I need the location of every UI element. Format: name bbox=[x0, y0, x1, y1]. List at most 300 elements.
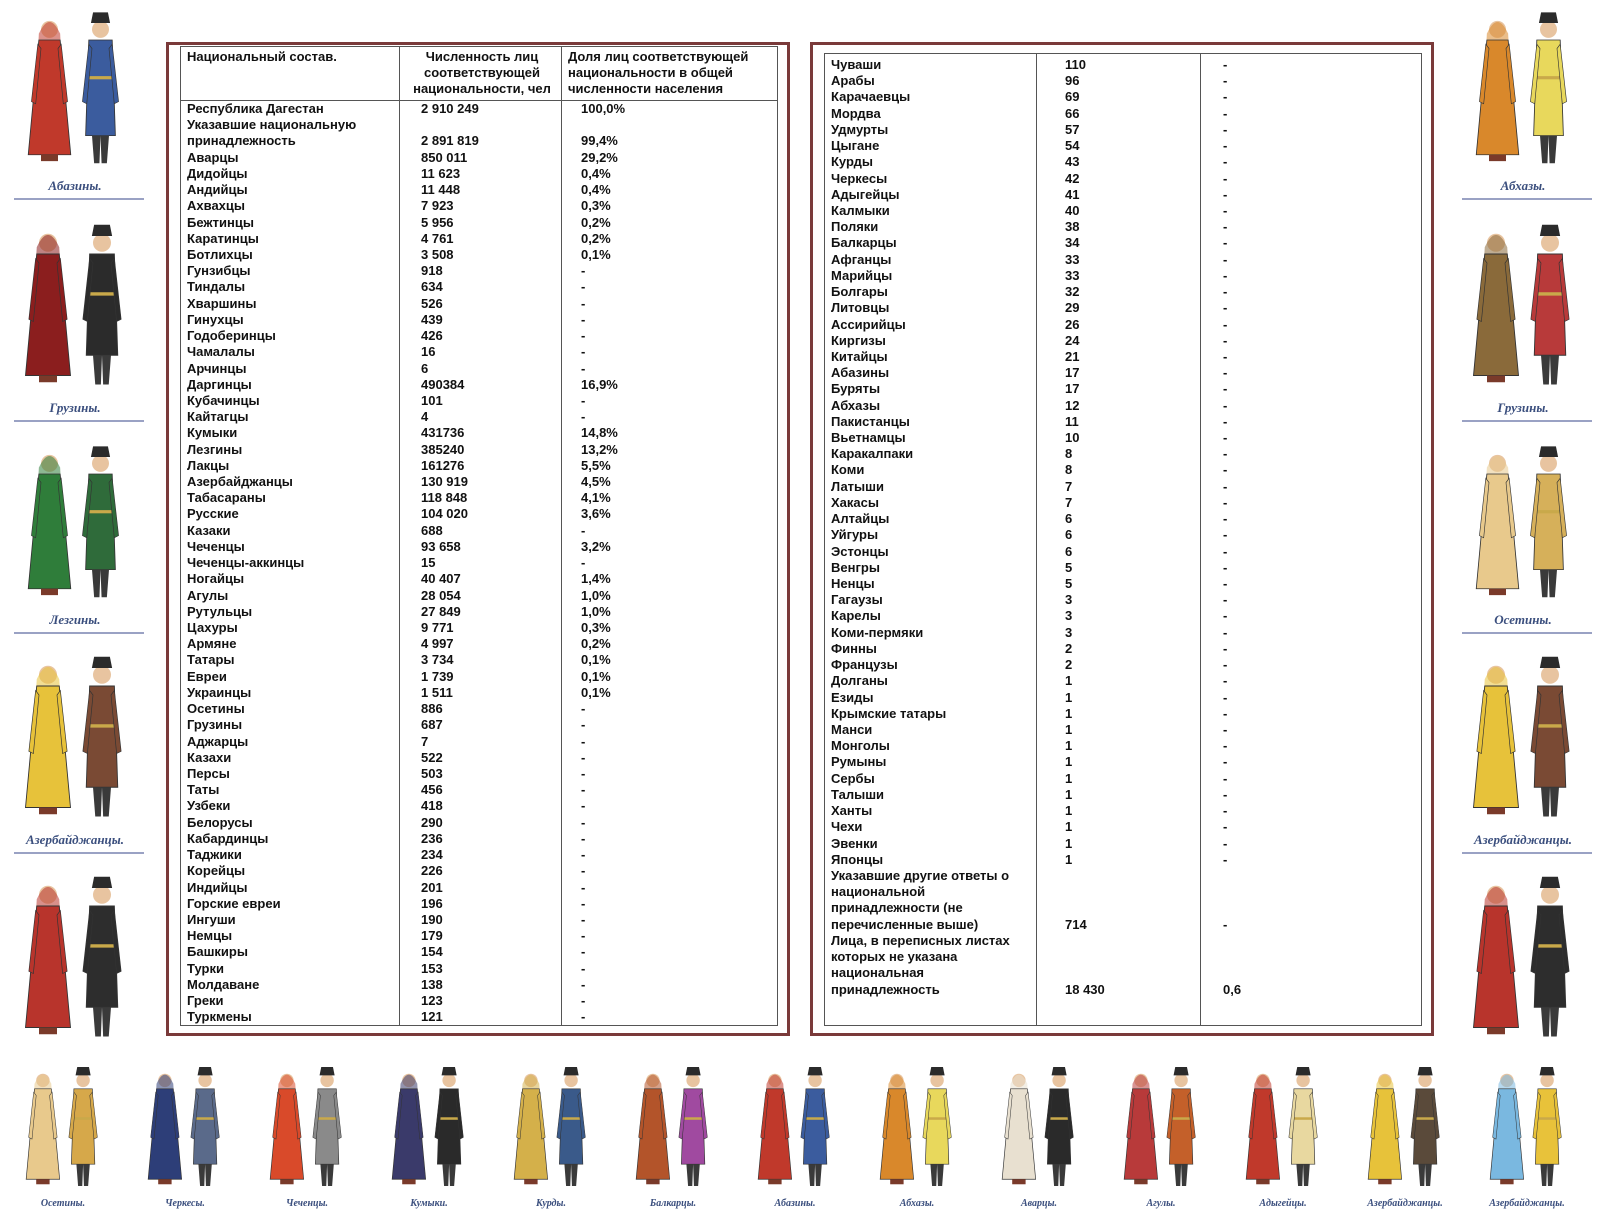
nationality-name: Кубачинцы bbox=[187, 392, 260, 408]
nationality-name: Монголы bbox=[831, 738, 890, 754]
nationality-name: Даргинцы bbox=[187, 376, 252, 392]
population-count: 26 bbox=[1065, 316, 1080, 332]
population-count: 7 923 bbox=[421, 198, 454, 214]
population-count: 17 bbox=[1065, 365, 1080, 381]
population-share: - bbox=[1223, 284, 1228, 300]
nationality-name: Чуваши bbox=[831, 57, 882, 72]
table-row bbox=[181, 361, 777, 377]
population-share: - bbox=[1223, 381, 1228, 397]
costume-caption: Агулы. bbox=[1146, 1198, 1176, 1209]
nationality-name: Чеченцы-аккинцы bbox=[187, 555, 305, 571]
table-row bbox=[181, 231, 777, 247]
divider bbox=[1462, 632, 1592, 634]
population-count: 8 bbox=[1065, 462, 1073, 478]
nationality-name: Адыгейцы bbox=[831, 186, 900, 202]
population-share: - bbox=[581, 944, 586, 960]
nationality-name: Башкиры bbox=[187, 944, 248, 960]
right-census-table bbox=[824, 53, 1422, 1026]
nationality-name: Таджики bbox=[187, 847, 242, 863]
table-row bbox=[181, 425, 777, 441]
table-row bbox=[825, 268, 1421, 284]
costume-caption: Грузины. bbox=[1497, 400, 1549, 415]
population-count: 6 bbox=[1065, 543, 1073, 559]
nationality-name: Цыгане bbox=[831, 138, 880, 154]
population-count: 9 771 bbox=[421, 620, 454, 635]
nationality-name: Балкарцы bbox=[831, 235, 897, 251]
costume-caption: Абазины. bbox=[774, 1198, 816, 1209]
population-count: 236 bbox=[421, 830, 443, 846]
population-share: - bbox=[1223, 202, 1228, 218]
population-share: - bbox=[1223, 608, 1228, 624]
nationality-name: Афганцы bbox=[831, 251, 892, 267]
nationality-name: Лезгины bbox=[187, 441, 243, 457]
left-table-body bbox=[181, 101, 777, 1025]
nationality-name: Манси bbox=[831, 721, 873, 737]
nationality-name: Крымские татары bbox=[831, 705, 947, 721]
population-count: 8 bbox=[1065, 446, 1073, 462]
nationality-name: Киргизы bbox=[831, 332, 886, 348]
population-count: 96 bbox=[1065, 73, 1080, 89]
nationality-name: Сербы bbox=[831, 770, 875, 786]
costume-illustration bbox=[492, 1062, 610, 1219]
table-row bbox=[181, 977, 777, 993]
table-row bbox=[825, 576, 1421, 592]
nationality-name: Чеченцы bbox=[187, 538, 245, 554]
table-row bbox=[825, 592, 1421, 608]
population-count: 226 bbox=[421, 863, 443, 879]
population-count: 3 bbox=[1065, 624, 1073, 640]
table-row bbox=[825, 414, 1421, 430]
population-share: - bbox=[581, 960, 586, 976]
population-share: - bbox=[1223, 916, 1228, 932]
population-count: 11 bbox=[1065, 413, 1079, 429]
population-share: - bbox=[1223, 57, 1228, 72]
nationality-name: Годоберинцы bbox=[187, 328, 276, 344]
divider bbox=[14, 198, 144, 200]
population-count: 634 bbox=[421, 279, 443, 295]
population-share: - bbox=[1223, 121, 1228, 137]
nationality-name: Ассирийцы bbox=[831, 316, 906, 332]
population-count: 1 bbox=[1065, 770, 1073, 786]
table-row bbox=[181, 1009, 777, 1025]
population-count: 41 bbox=[1065, 186, 1080, 202]
population-share: 100,0% bbox=[581, 101, 626, 116]
nationality-name: Ненцы bbox=[831, 576, 875, 591]
population-share: - bbox=[1223, 413, 1228, 429]
table-row bbox=[181, 490, 777, 506]
nationality-name: Ботлихцы bbox=[187, 246, 253, 262]
table-row bbox=[181, 198, 777, 214]
population-share: - bbox=[581, 976, 586, 992]
right-table-body bbox=[825, 57, 1421, 998]
population-share: - bbox=[581, 733, 586, 749]
nationality-name: Указавшие другие ответы о национальной принадлежности (не перечисленные выше) bbox=[831, 867, 1010, 932]
population-count: 179 bbox=[421, 928, 443, 944]
population-count: 714 bbox=[1065, 916, 1087, 932]
population-share: 3,2% bbox=[581, 538, 611, 554]
population-share: - bbox=[581, 701, 586, 717]
nationality-name: Гунзибцы bbox=[187, 263, 251, 279]
population-count: 130 919 bbox=[421, 474, 468, 490]
population-share: - bbox=[581, 392, 586, 408]
divider bbox=[14, 852, 144, 854]
table-row bbox=[181, 101, 777, 117]
population-count: 153 bbox=[421, 960, 443, 976]
population-share: - bbox=[581, 311, 586, 327]
population-count: 385240 bbox=[421, 441, 465, 457]
table-row bbox=[825, 803, 1421, 819]
table-row bbox=[825, 819, 1421, 835]
divider bbox=[1462, 198, 1592, 200]
costume-caption: Грузины. bbox=[49, 400, 101, 415]
population-share: - bbox=[581, 928, 586, 944]
nationality-name: Талыши bbox=[831, 786, 885, 802]
population-count: 850 011 bbox=[421, 149, 468, 165]
costume-illustration bbox=[1468, 1062, 1586, 1219]
nationality-name: Латыши bbox=[831, 478, 884, 494]
table-row bbox=[181, 312, 777, 328]
population-share: - bbox=[1223, 300, 1228, 316]
population-share: 0,4% bbox=[581, 182, 611, 198]
population-count: 161276 bbox=[421, 457, 465, 473]
table-row bbox=[825, 641, 1421, 657]
table-row bbox=[181, 831, 777, 847]
table-row bbox=[825, 284, 1421, 300]
nationality-name: Ахвахцы bbox=[187, 198, 245, 214]
population-count: 234 bbox=[421, 847, 443, 863]
population-count: 526 bbox=[421, 295, 443, 311]
population-count: 3 bbox=[1065, 592, 1073, 608]
population-share: 16,9% bbox=[581, 376, 618, 392]
table-row bbox=[181, 328, 777, 344]
divider bbox=[14, 420, 144, 422]
nationality-name: Гинухцы bbox=[187, 311, 244, 327]
population-share: - bbox=[1223, 251, 1228, 267]
table-row bbox=[825, 560, 1421, 576]
table-row bbox=[825, 608, 1421, 624]
population-share: - bbox=[581, 765, 586, 781]
population-count: 4 761 bbox=[421, 230, 454, 246]
population-share: - bbox=[1223, 348, 1228, 364]
costume-illustration bbox=[1224, 1062, 1342, 1219]
population-count: 1 bbox=[1065, 851, 1073, 867]
table-row bbox=[181, 782, 777, 798]
population-share: - bbox=[1223, 478, 1228, 494]
nationality-name: Индийцы bbox=[187, 879, 248, 895]
population-share: - bbox=[581, 814, 586, 830]
population-count: 54 bbox=[1065, 138, 1080, 154]
population-share: - bbox=[581, 847, 586, 863]
population-count: 43 bbox=[1065, 154, 1080, 170]
table-row bbox=[825, 933, 1421, 998]
population-share: 0,1% bbox=[581, 668, 611, 684]
population-share: - bbox=[1223, 235, 1228, 251]
population-count: 57 bbox=[1065, 121, 1080, 137]
header-share: Доля лиц соответствующей национальности в общей численности населения bbox=[568, 49, 749, 96]
divider bbox=[1462, 420, 1592, 422]
left-figure-column bbox=[0, 0, 150, 1060]
population-share: - bbox=[581, 555, 586, 571]
table-row bbox=[181, 652, 777, 668]
population-count: 687 bbox=[421, 717, 443, 733]
population-share: - bbox=[1223, 170, 1228, 186]
population-share: 1,0% bbox=[581, 603, 611, 619]
costume-illustration bbox=[0, 440, 150, 610]
population-count: 7 bbox=[1065, 478, 1073, 494]
population-share: 0,3% bbox=[581, 620, 611, 635]
nationality-name: Уйгуры bbox=[831, 527, 879, 543]
costume-caption: Кумыки. bbox=[410, 1198, 448, 1209]
table-row bbox=[181, 912, 777, 928]
population-count: 2 891 819 bbox=[421, 133, 479, 149]
population-count: 69 bbox=[1065, 89, 1080, 105]
population-count: 1 bbox=[1065, 819, 1073, 835]
population-share: - bbox=[1223, 640, 1228, 656]
costume-caption: Лезгины. bbox=[49, 612, 101, 627]
table-row bbox=[825, 527, 1421, 543]
nationality-name: Гагаузы bbox=[831, 592, 883, 608]
nationality-name: Долганы bbox=[831, 673, 888, 689]
population-share: - bbox=[581, 522, 586, 538]
population-share: - bbox=[581, 360, 586, 376]
table-row bbox=[825, 57, 1421, 73]
nationality-name: Рутульцы bbox=[187, 603, 253, 619]
table-row bbox=[825, 252, 1421, 268]
nationality-name: Табасараны bbox=[187, 490, 266, 506]
table-row bbox=[825, 154, 1421, 170]
left-table-panel bbox=[166, 42, 790, 1036]
divider bbox=[1462, 852, 1592, 854]
population-share: 29,2% bbox=[581, 149, 618, 165]
nationality-name: Украинцы bbox=[187, 684, 252, 700]
table-row bbox=[825, 690, 1421, 706]
table-row bbox=[825, 787, 1421, 803]
population-share: - bbox=[1223, 462, 1228, 478]
costume-illustration bbox=[1448, 650, 1598, 830]
costume-illustration bbox=[614, 1062, 732, 1219]
table-row bbox=[181, 506, 777, 522]
population-count: 418 bbox=[421, 798, 443, 814]
nationality-name: Японцы bbox=[831, 851, 884, 867]
population-share: - bbox=[1223, 786, 1228, 802]
population-share: - bbox=[581, 409, 586, 425]
table-row bbox=[181, 750, 777, 766]
population-count: 24 bbox=[1065, 332, 1080, 348]
nationality-name: Буряты bbox=[831, 381, 881, 397]
population-count: 4 bbox=[421, 409, 429, 425]
nationality-name: Русские bbox=[187, 506, 239, 522]
population-share: 0,2% bbox=[581, 636, 611, 652]
population-count: 1 bbox=[1065, 835, 1073, 851]
population-share: - bbox=[581, 717, 586, 733]
population-count: 154 bbox=[421, 944, 443, 960]
population-share: - bbox=[1223, 689, 1228, 705]
nationality-name: Удмурты bbox=[831, 121, 889, 137]
table-row bbox=[181, 539, 777, 555]
population-count: 1 511 bbox=[421, 684, 453, 700]
costume-illustration bbox=[0, 218, 150, 398]
nationality-name: Казахи bbox=[187, 749, 232, 765]
nationality-name: Алтайцы bbox=[831, 511, 890, 527]
population-share: - bbox=[1223, 738, 1228, 754]
nationality-name: Чехи bbox=[831, 819, 863, 835]
nationality-name: Абазины bbox=[831, 365, 890, 381]
population-share: - bbox=[581, 830, 586, 846]
population-share: 0,1% bbox=[581, 684, 611, 700]
table-row bbox=[181, 523, 777, 539]
nationality-name: Коми-пермяки bbox=[831, 624, 924, 640]
population-count: 11 623 bbox=[421, 165, 461, 181]
table-row bbox=[181, 701, 777, 717]
table-row bbox=[181, 928, 777, 944]
nationality-name: Румыны bbox=[831, 754, 887, 770]
table-row bbox=[825, 852, 1421, 868]
population-count: 5 956 bbox=[421, 214, 454, 230]
table-row bbox=[181, 993, 777, 1009]
table-row bbox=[181, 798, 777, 814]
costume-illustration bbox=[980, 1062, 1098, 1219]
population-share: - bbox=[581, 328, 586, 344]
table-row bbox=[181, 571, 777, 587]
population-count: 123 bbox=[421, 993, 443, 1009]
table-row bbox=[825, 722, 1421, 738]
table-row bbox=[181, 620, 777, 636]
nationality-name: Каратинцы bbox=[187, 230, 259, 246]
population-count: 3 734 bbox=[421, 652, 454, 668]
population-count: 10 bbox=[1065, 430, 1080, 446]
population-count: 40 407 bbox=[421, 571, 461, 587]
costume-illustration bbox=[1346, 1062, 1464, 1219]
costume-illustration bbox=[0, 650, 150, 830]
population-share: 13,2% bbox=[581, 441, 618, 457]
population-count: 118 848 bbox=[421, 490, 468, 506]
costume-illustration bbox=[736, 1062, 854, 1219]
costume-illustration bbox=[0, 870, 150, 1050]
population-share: - bbox=[1223, 73, 1228, 89]
divider bbox=[14, 632, 144, 634]
table-row bbox=[181, 279, 777, 295]
population-share: - bbox=[581, 279, 586, 295]
nationality-name: Греки bbox=[187, 993, 224, 1009]
costume-caption: Азербайджанцы. bbox=[25, 832, 125, 847]
nationality-name: Цахуры bbox=[187, 620, 238, 635]
nationality-name: Венгры bbox=[831, 559, 880, 575]
population-share: 0,1% bbox=[581, 652, 611, 668]
population-count: 42 bbox=[1065, 170, 1080, 186]
nationality-name: Кумыки bbox=[187, 425, 238, 441]
population-share: - bbox=[1223, 89, 1228, 105]
costume-caption: Азербайджанцы. bbox=[1367, 1198, 1443, 1209]
table-row bbox=[825, 868, 1421, 933]
nationality-name: Немцы bbox=[187, 928, 233, 944]
nationality-name: Финны bbox=[831, 640, 877, 656]
table-row bbox=[825, 235, 1421, 251]
table-row bbox=[825, 544, 1421, 560]
table-row bbox=[825, 349, 1421, 365]
population-count: 1 bbox=[1065, 754, 1073, 770]
nationality-name: Эвенки bbox=[831, 835, 878, 851]
costume-illustration bbox=[1448, 440, 1598, 610]
population-share: - bbox=[1223, 219, 1228, 235]
population-share: - bbox=[581, 782, 586, 798]
population-share: - bbox=[1223, 770, 1228, 786]
population-share: - bbox=[1223, 446, 1228, 462]
population-count: 32 bbox=[1065, 284, 1080, 300]
table-row bbox=[825, 171, 1421, 187]
nationality-name: Евреи bbox=[187, 668, 227, 684]
population-share: 0,2% bbox=[581, 214, 611, 230]
table-row bbox=[181, 344, 777, 360]
table-row bbox=[825, 511, 1421, 527]
nationality-name: Французы bbox=[831, 657, 898, 673]
table-row bbox=[825, 106, 1421, 122]
costume-caption: Азербайджанцы. bbox=[1489, 1198, 1565, 1209]
population-share: - bbox=[1223, 624, 1228, 640]
nationality-name: Пакистанцы bbox=[831, 413, 910, 429]
nationality-name: Калмыки bbox=[831, 202, 890, 218]
table-row bbox=[825, 495, 1421, 511]
population-share: 14,8% bbox=[581, 425, 618, 441]
nationality-name: Ногайцы bbox=[187, 571, 245, 587]
costume-caption: Осетины. bbox=[40, 1198, 86, 1209]
nationality-name: Лакцы bbox=[187, 457, 230, 473]
nationality-name: Кайтагцы bbox=[187, 409, 249, 425]
nationality-name: Азербайджанцы bbox=[187, 474, 293, 490]
table-row bbox=[825, 219, 1421, 235]
table-row bbox=[825, 203, 1421, 219]
table-row bbox=[825, 430, 1421, 446]
costume-caption: Балкарцы. bbox=[649, 1198, 697, 1209]
nationality-name: Казаки bbox=[187, 522, 231, 538]
table-row bbox=[181, 815, 777, 831]
table-row bbox=[825, 381, 1421, 397]
right-figure-column bbox=[1448, 0, 1598, 1060]
population-count: 426 bbox=[421, 328, 443, 344]
table-row bbox=[825, 836, 1421, 852]
population-count: 3 bbox=[1065, 608, 1073, 624]
nationality-name: Грузины bbox=[187, 717, 243, 733]
population-share: - bbox=[1223, 851, 1228, 867]
table-row bbox=[825, 333, 1421, 349]
population-share: 99,4% bbox=[581, 133, 618, 149]
population-count: 6 bbox=[1065, 527, 1073, 543]
costume-caption: Абазины. bbox=[48, 178, 102, 193]
costume-caption: Осетины. bbox=[1494, 612, 1552, 627]
population-count: 15 bbox=[421, 555, 436, 571]
nationality-name: Литовцы bbox=[831, 300, 890, 316]
table-row bbox=[825, 89, 1421, 105]
population-share: - bbox=[581, 749, 586, 765]
table-row bbox=[181, 944, 777, 960]
population-count: 918 bbox=[421, 263, 443, 279]
population-share: - bbox=[1223, 592, 1228, 608]
costume-caption: Аварцы. bbox=[1020, 1198, 1058, 1209]
costume-caption: Чеченцы. bbox=[285, 1198, 329, 1209]
population-count: 688 bbox=[421, 522, 443, 538]
right-table-panel bbox=[810, 42, 1434, 1036]
nationality-name: Езиды bbox=[831, 689, 874, 705]
header-count: Численность лиц соответствующей национальности, чел bbox=[413, 49, 551, 96]
population-share: - bbox=[1223, 527, 1228, 543]
nationality-name: Карелы bbox=[831, 608, 881, 624]
population-share: - bbox=[581, 993, 586, 1009]
population-share: - bbox=[1223, 186, 1228, 202]
population-share: 0,3% bbox=[581, 198, 611, 214]
bottom-figure-strip bbox=[0, 1062, 1600, 1219]
nationality-name: Ингуши bbox=[187, 911, 236, 927]
nationality-name: Мордва bbox=[831, 105, 881, 121]
population-count: 1 bbox=[1065, 803, 1073, 819]
